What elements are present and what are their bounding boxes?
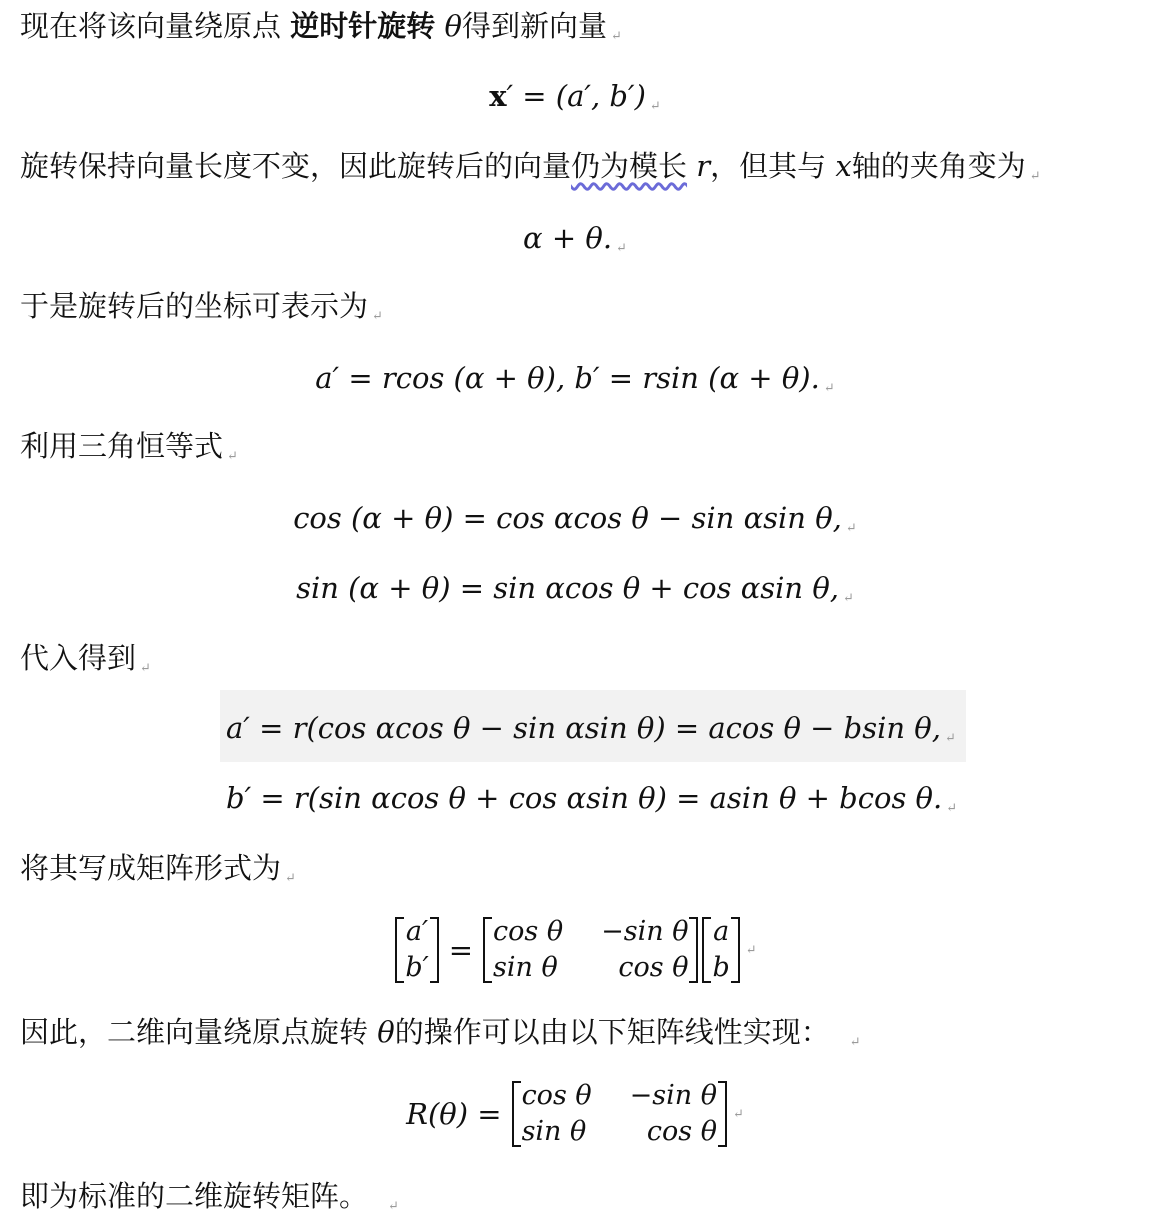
equation-rotation-definition (0, 1078, 1150, 1150)
paragraph-mark: ↵ (610, 29, 622, 44)
paragraph-mark: ↵ (388, 1199, 399, 1214)
paragraph-mark: ↵ (946, 801, 958, 816)
paragraph-conclusion (20, 1012, 861, 1063)
eq4-text: cos (α + θ) = cos αcos θ − sin αsin θ, (293, 501, 842, 535)
equation-angle (0, 218, 1150, 269)
theta-symbol: θ (444, 9, 462, 43)
paragraph-coordinates (20, 286, 383, 337)
text-l7b: 的操作可以由以下矩阵线性实现： (394, 1015, 830, 1049)
text-l2b: ，但其与 (710, 149, 827, 183)
equation-sin-sum (0, 568, 1150, 619)
matrix-cell-12: −sin θ (601, 916, 689, 947)
theta-symbol: θ (377, 1015, 395, 1049)
text-l7a: 因此，二维向量绕原点旋转 (20, 1015, 369, 1049)
def-cell-21: sin θ (521, 1116, 587, 1147)
paragraph-trig-identity (20, 426, 238, 477)
paragraph-mark: ↵ (227, 449, 238, 464)
text-bold-ccw: 逆时针旋转 (290, 9, 436, 43)
paragraph-mark: ↵ (849, 1035, 861, 1050)
equation-b-prime (226, 778, 957, 829)
rotation-matrix (483, 914, 698, 986)
paragraph-mark: ↵ (616, 241, 627, 256)
paragraph-matrix-form (20, 848, 296, 899)
equation-a-prime (226, 708, 956, 759)
paragraph-substitute (20, 638, 151, 689)
def-cell-22: cos θ (646, 1116, 717, 1147)
spellcheck-underlined-text[interactable]: 仍为模长 (571, 149, 688, 183)
text-l3: 于是旋转后的坐标可表示为 (20, 289, 369, 323)
r-symbol: r (696, 149, 711, 183)
equals-sign: = (448, 933, 474, 967)
paragraph-mark: ↵ (649, 99, 661, 114)
matrix-cell-22: cos θ (618, 952, 689, 983)
paragraph-rotation-intro (20, 6, 622, 57)
text-l5: 代入得到 (20, 641, 137, 675)
rhs-b: b (712, 952, 730, 983)
rotation-matrix-def (512, 1078, 727, 1150)
text-l6: 将其写成矩阵形式为 (20, 851, 282, 885)
rhs-vector (702, 914, 739, 986)
paragraph-mark: ↵ (285, 871, 296, 886)
lhs-vector (395, 914, 438, 986)
paragraph-mark: ↵ (845, 521, 857, 536)
paragraph-length-preserved (20, 146, 1041, 197)
eq1-rest: ′ = (a′, b′) (506, 79, 646, 113)
vector-x: x (489, 79, 507, 113)
equation-matrix (0, 914, 1150, 986)
lhs-b-prime: b′ (405, 952, 429, 983)
paragraph-mark: ↵ (372, 309, 383, 324)
equation-cos-sum (0, 498, 1150, 549)
equation-polar-coords (0, 358, 1150, 409)
paragraph-mark: ↵ (944, 731, 956, 746)
def-cell-11: cos θ (521, 1080, 592, 1111)
paragraph-mark: ↵ (823, 381, 835, 396)
paragraph-mark: ↵ (140, 661, 151, 676)
rhs-a: a (713, 916, 730, 947)
x-symbol: x (835, 149, 852, 183)
paragraph-final (20, 1176, 399, 1227)
eq3-text: a′ = rcos (α + θ), b′ = rsin (α + θ). (315, 361, 820, 395)
equation-new-vector (0, 76, 1150, 127)
matrix-cell-11: cos θ (493, 916, 564, 947)
eq2-text: α + θ. (523, 221, 613, 255)
paragraph-mark: ↵ (1029, 169, 1041, 184)
text-l8: 即为标准的二维旋转矩阵。 (20, 1179, 369, 1213)
paragraph-mark: ↵ (745, 942, 757, 958)
text-l1b: 得到新向量 (461, 9, 607, 43)
text-l2c: 轴的夹角变为 (851, 149, 1026, 183)
rotation-label: R(θ) = (406, 1097, 502, 1131)
lhs-a-prime: a′ (405, 916, 429, 947)
text-l1a: 现在将该向量绕原点 (20, 9, 282, 43)
eq7-text: b′ = r(sin αcos θ + cos αsin θ) = asin θ + bcos θ. (226, 781, 943, 815)
paragraph-mark: ↵ (843, 591, 854, 606)
eq6-text: a′ = r(cos αcos θ − sin αsin θ) = acos θ − bsin θ, (226, 711, 941, 745)
text-l4: 利用三角恒等式 (20, 429, 224, 463)
def-cell-12: −sin θ (629, 1080, 717, 1111)
eq5-text: sin (α + θ) = sin αcos θ + cos αsin θ, (296, 571, 840, 605)
matrix-cell-21: sin θ (493, 952, 558, 983)
text-l2a: 旋转保持向量长度不变，因此旋转后的向量 (20, 149, 572, 183)
paragraph-mark: ↵ (732, 1106, 744, 1122)
